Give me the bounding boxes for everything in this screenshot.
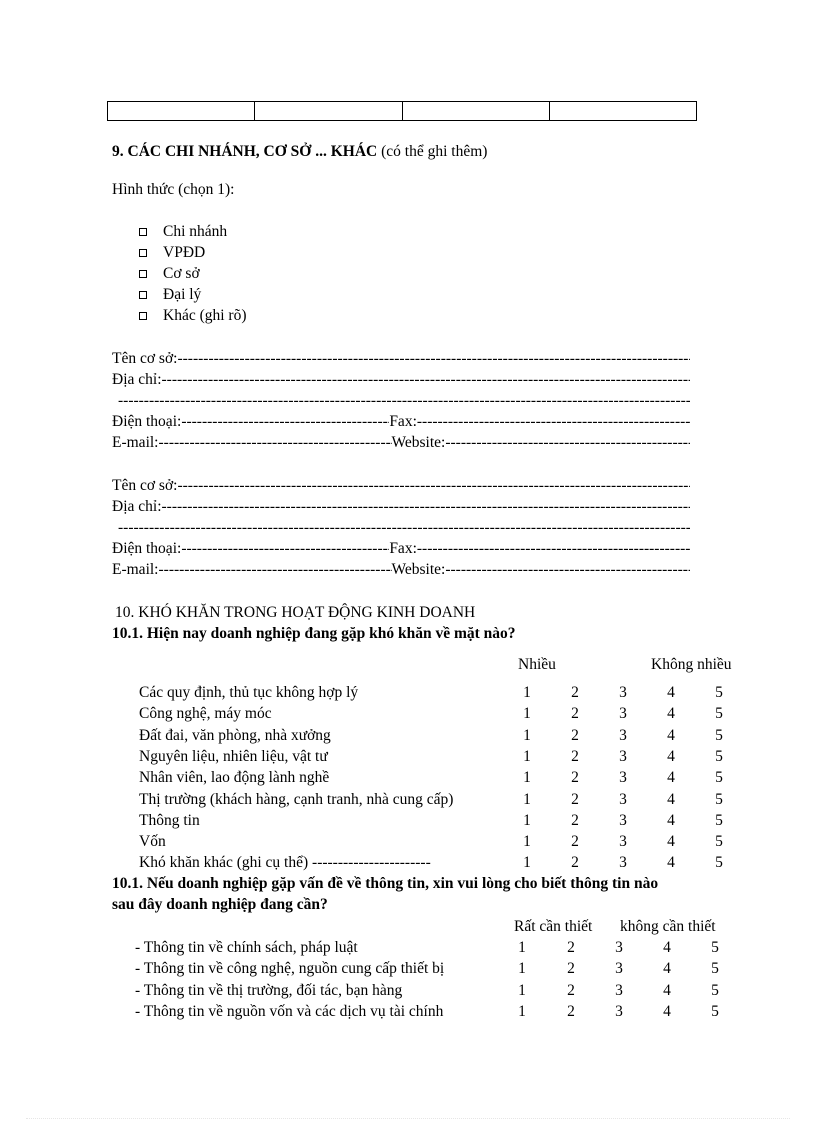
rating-option[interactable]: 1 (523, 684, 531, 701)
section10-title: 10. KHÓ KHĂN TRONG HOẠT ĐỘNG KINH DOANH (115, 604, 476, 621)
table-row (0, 726, 723, 748)
table-row (0, 790, 723, 812)
rating-option[interactable]: 4 (663, 939, 671, 956)
row-label: Khó khăn khác (ghi cụ thể) ----------------------- (139, 854, 431, 872)
rating-option[interactable]: 2 (571, 684, 579, 701)
table-row (0, 705, 723, 726)
rating-option[interactable]: 5 (715, 747, 723, 765)
form-label: Hình thức (chọn 1): (112, 181, 235, 198)
rating-option[interactable]: 5 (711, 939, 719, 956)
rating-option[interactable]: 4 (667, 747, 675, 765)
rating-option[interactable]: 3 (615, 1002, 623, 1020)
email-web-row-2 (112, 561, 690, 579)
address-extra-line-1[interactable] (112, 392, 690, 410)
rating-option[interactable]: 3 (619, 726, 627, 744)
rating-option[interactable]: 5 (715, 705, 723, 723)
fax-input[interactable] (417, 540, 690, 558)
fax-label: Fax: (389, 413, 417, 430)
rating-option[interactable]: 2 (571, 811, 579, 829)
phone-fax-row-1 (112, 413, 690, 431)
table-cell[interactable] (108, 102, 255, 120)
option-item[interactable] (139, 305, 247, 326)
website-label: Website: (391, 561, 446, 578)
rating-option[interactable]: 1 (523, 705, 531, 723)
table-row (0, 981, 719, 1003)
row-label: - Thông tin về chính sách, pháp luật (135, 939, 358, 956)
option-label: Chi nhánh (163, 222, 228, 240)
address-field-1[interactable]: Địa chỉ: ----- (112, 371, 690, 389)
table-row (0, 854, 723, 875)
row-label: - Thông tin về thị trường, đối tác, bạn hàng (135, 981, 403, 999)
q2-title-line2: sau đây doanh nghiệp đang cần? (112, 896, 328, 913)
rating-option[interactable]: 4 (667, 833, 675, 851)
rating-option[interactable]: 1 (523, 854, 531, 872)
rating-option[interactable]: 1 (518, 1002, 526, 1020)
option-label: Cơ sở (163, 264, 200, 282)
option-label: VPĐD (163, 243, 206, 261)
rating-option[interactable]: 3 (619, 705, 627, 723)
rating-option[interactable]: 3 (619, 854, 627, 872)
rating-option[interactable]: 2 (571, 769, 579, 787)
table-cell[interactable] (550, 102, 696, 120)
row-label: Đất đai, văn phòng, nhà xưởng (139, 726, 331, 744)
q2-scale-low: Rất cần thiết (514, 918, 593, 935)
rating-option[interactable]: 4 (667, 726, 675, 744)
phone-input[interactable] (181, 540, 389, 558)
rating-option[interactable]: 4 (663, 960, 671, 978)
checkbox-icon[interactable] (139, 291, 147, 299)
table-row (0, 811, 723, 833)
q2-title-line1: 10.1. Nếu doanh nghiệp gặp vấn đề về thông tin, xin vui lòng cho biết thông tin nào (112, 875, 659, 892)
page-bottom-border (26, 1118, 790, 1119)
rating-option[interactable]: 3 (615, 981, 623, 999)
checkbox-icon[interactable] (139, 249, 147, 257)
rating-option[interactable]: 4 (667, 811, 675, 829)
rating-option[interactable]: 1 (523, 769, 531, 787)
row-label: Vốn (139, 833, 166, 851)
rating-option[interactable]: 2 (571, 854, 579, 872)
row-label: - Thông tin về nguồn vốn và các dịch vụ tài chính (135, 1002, 444, 1020)
table-row (0, 747, 723, 769)
rating-option[interactable]: 2 (571, 726, 579, 744)
section9-heading (112, 143, 487, 161)
rating-option[interactable]: 5 (711, 1002, 719, 1020)
checkbox-icon[interactable] (139, 228, 147, 236)
option-label: Khác (ghi rõ) (163, 306, 247, 324)
rating-option[interactable]: 3 (619, 811, 627, 829)
rating-option[interactable]: 3 (619, 790, 627, 808)
table-row (0, 960, 719, 981)
checkbox-icon[interactable] (139, 312, 147, 320)
row-label: Công nghệ, máy móc (139, 705, 272, 723)
address-extra-line-2[interactable] (112, 519, 690, 537)
rating-option[interactable]: 5 (711, 981, 719, 999)
q1-title: 10.1. Hiện nay doanh nghiệp đang gặp khó khăn về mặt nào? (112, 625, 516, 642)
row-label: Thông tin (139, 811, 200, 829)
table-row (0, 939, 719, 960)
table-row (0, 684, 723, 705)
fax-label: Fax: (389, 540, 417, 557)
rating-option[interactable]: 2 (571, 705, 579, 723)
table-cell[interactable] (255, 102, 402, 120)
rating-option[interactable]: 4 (667, 769, 675, 787)
website-input[interactable] (445, 434, 690, 452)
row-label: Nguyên liệu, nhiên liệu, vật tư (139, 747, 328, 765)
rating-option[interactable]: 1 (518, 960, 526, 978)
rating-option[interactable]: 1 (523, 726, 531, 744)
rating-option[interactable]: 5 (715, 811, 723, 829)
rating-option[interactable]: 3 (619, 769, 627, 787)
email-label: E-mail: (112, 561, 159, 578)
rating-option[interactable]: 1 (523, 747, 531, 765)
option-label: Đại lý (163, 285, 202, 303)
rating-option[interactable]: 2 (567, 1002, 575, 1020)
table-row (0, 833, 723, 854)
rating-option[interactable]: 1 (518, 981, 526, 999)
option-item[interactable] (139, 263, 200, 284)
section9-title-note: (có thể ghi thêm) (381, 143, 488, 160)
row-label: - Thông tin về công nghệ, nguồn cung cấp thiết bị (135, 960, 445, 978)
rating-option[interactable]: 4 (663, 1002, 671, 1020)
rating-option[interactable]: 5 (715, 833, 723, 851)
name-field-2[interactable]: Tên cơ sở: ----- (112, 477, 690, 495)
rating-option[interactable]: 1 (523, 790, 531, 808)
rating-option[interactable]: 2 (571, 790, 579, 808)
option-item[interactable] (139, 242, 205, 263)
rating-option[interactable]: 1 (523, 811, 531, 829)
phone-input[interactable] (181, 413, 389, 431)
email-web-row-1 (112, 434, 690, 452)
rating-option[interactable]: 4 (663, 981, 671, 999)
phone-label: Điện thoại: (112, 413, 182, 430)
rating-option[interactable]: 2 (567, 939, 575, 956)
row-label: Các quy định, thủ tục không hợp lý (139, 684, 359, 701)
rating-option[interactable]: 5 (715, 726, 723, 744)
option-item[interactable] (139, 284, 201, 305)
rating-option[interactable]: 3 (615, 960, 623, 978)
rating-option[interactable]: 5 (715, 790, 723, 808)
phone-label: Điện thoại: (112, 540, 182, 557)
rating-option[interactable]: 2 (567, 960, 575, 978)
rating-option[interactable]: 4 (667, 854, 675, 872)
rating-option[interactable]: 1 (523, 833, 531, 851)
rating-option[interactable]: 2 (571, 833, 579, 851)
option-item[interactable] (139, 221, 227, 242)
rating-option[interactable]: 4 (667, 684, 675, 701)
address-field-2[interactable]: Địa chỉ: ----- (112, 498, 690, 516)
rating-option[interactable]: 1 (518, 939, 526, 956)
rating-option[interactable]: 4 (667, 705, 675, 723)
rating-option[interactable]: 2 (567, 981, 575, 999)
q2-scale-high: không cần thiết (620, 918, 716, 935)
q1-scale-low: Nhiều (518, 656, 556, 673)
rating-option[interactable]: 3 (619, 684, 627, 701)
name-field-1[interactable]: Tên cơ sở: ----- (112, 350, 690, 368)
rating-option[interactable]: 5 (715, 854, 723, 872)
top-table-row (107, 101, 697, 121)
table-cell[interactable] (403, 102, 550, 120)
row-label: Thị trường (khách hàng, cạnh tranh, nhà cung cấp) (139, 790, 454, 808)
email-input[interactable] (159, 434, 392, 452)
table-row (0, 1002, 719, 1024)
rating-option[interactable]: 3 (619, 747, 627, 765)
rating-option[interactable]: 5 (715, 684, 723, 701)
table-row (0, 769, 723, 790)
email-input[interactable] (159, 561, 392, 579)
email-label: E-mail: (112, 434, 159, 451)
rating-option[interactable]: 5 (715, 769, 723, 787)
checkbox-icon[interactable] (139, 270, 147, 278)
rating-option[interactable]: 4 (667, 790, 675, 808)
website-label: Website: (391, 434, 446, 451)
rating-option[interactable]: 2 (571, 747, 579, 765)
fax-input[interactable] (417, 413, 690, 431)
rating-option[interactable]: 3 (619, 833, 627, 851)
rating-option[interactable]: 5 (711, 960, 719, 978)
section9-title: 9. CÁC CHI NHÁNH, CƠ SỞ ... KHÁC (112, 143, 378, 160)
row-label: Nhân viên, lao động lành nghề (139, 769, 330, 787)
rating-option[interactable]: 3 (615, 939, 623, 956)
website-input[interactable] (445, 561, 690, 579)
phone-fax-row-2 (112, 540, 690, 558)
q1-scale-high: Không nhiều (651, 656, 732, 673)
